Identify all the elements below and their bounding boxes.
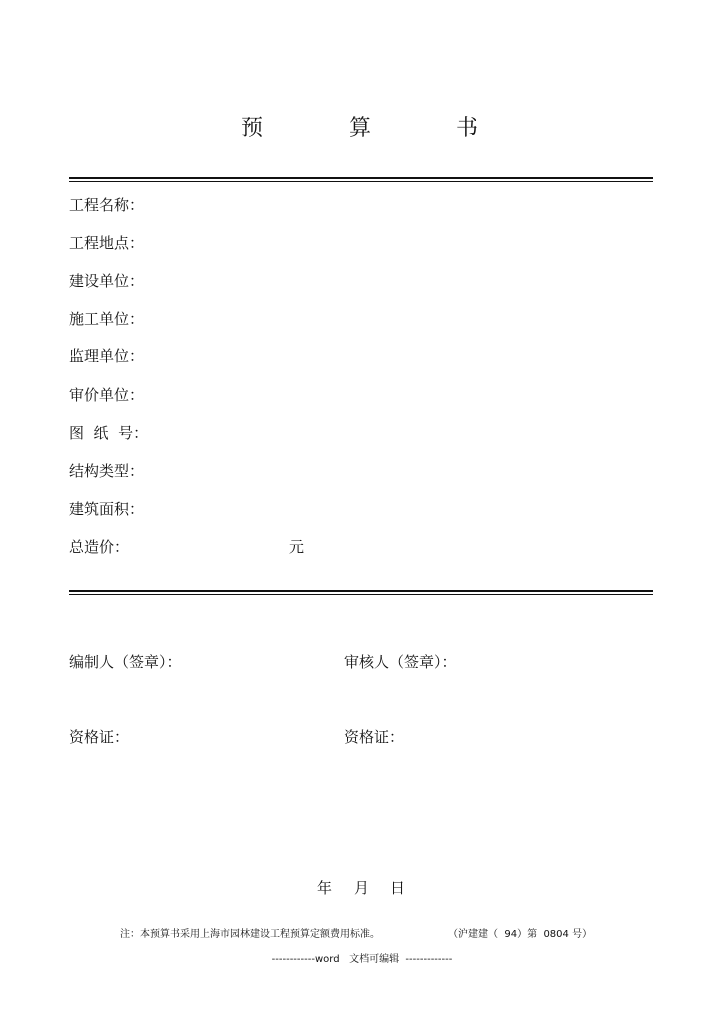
date-day: 日 (390, 879, 406, 897)
reviewer-signature-label: 审核人（签章）： (344, 653, 457, 671)
middle-double-rule (69, 590, 653, 595)
field-construction-unit: 建设单位： (69, 272, 145, 290)
total-cost-unit: 元 (289, 538, 305, 556)
field-audit-unit: 审价单位： (69, 386, 145, 404)
rule-thick-line (69, 177, 653, 179)
title-char-1: 预 (241, 116, 264, 141)
field-structure-type: 结构类型： (69, 462, 145, 480)
date-month: 月 (354, 879, 370, 897)
top-double-rule (69, 177, 653, 182)
document-title (0, 114, 724, 146)
field-project-location: 工程地点： (69, 234, 145, 252)
field-total-cost: 总造价： (69, 538, 130, 556)
field-contractor-unit: 施工单位： (69, 310, 145, 328)
field-drawing-number: 图 纸 号： (69, 424, 149, 442)
field-building-area: 建筑面积： (69, 500, 145, 518)
rule-thin-line (69, 594, 653, 595)
footnote-text: 注：本预算书采用上海市园林建设工程预算定额费用标准。 (120, 929, 380, 940)
page-footer: ------------word 文档可编辑 ------------- (271, 954, 453, 965)
field-supervision-unit: 监理单位： (69, 347, 145, 365)
field-project-name: 工程名称： (69, 196, 145, 214)
compiler-certificate-label: 资格证： (69, 728, 130, 746)
title-char-3: 书 (456, 116, 479, 141)
date-year: 年 (317, 879, 333, 897)
rule-thick-line (69, 590, 653, 592)
compiler-signature-label: 编制人（签章）： (69, 653, 182, 671)
footnote-reference: （沪建建（ 94）第 0804 号） (448, 929, 593, 940)
title-char-2: 算 (349, 116, 372, 141)
reviewer-certificate-label: 资格证： (344, 728, 405, 746)
rule-thin-line (69, 181, 653, 182)
